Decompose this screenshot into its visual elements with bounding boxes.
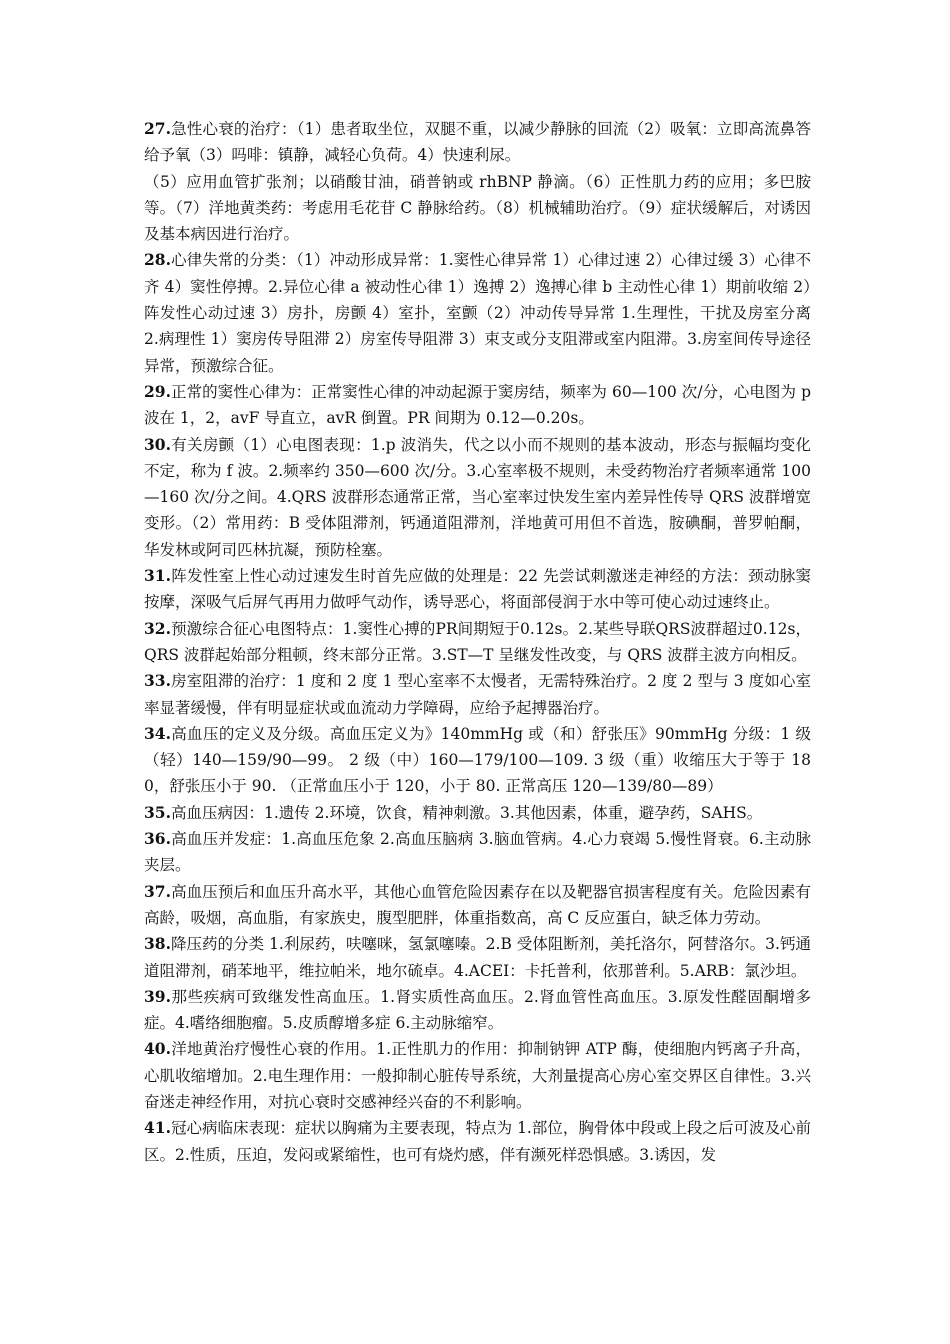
paragraph	[144, 616, 811, 669]
item-number: 28.	[144, 250, 171, 270]
paragraph	[144, 826, 811, 879]
paragraph	[144, 563, 811, 616]
paragraph-text: 高血压并发症：1.高血压危象 2.高血压脑病 3.脑血管病。4.心力衰竭 5.慢性肾衰。6.主动脉夹层。	[144, 830, 811, 875]
item-number: 39.	[144, 986, 171, 1006]
paragraph	[144, 1036, 811, 1115]
paragraph-text: 高血压的定义及分级。高血压定义为》140mmHg 或（和）舒张压》90mmHg 分级：1 级（轻）140—159/90—99。 2 级（中）160—179/100—109. 3 级（重）收缩压大于等于 180，舒张压小于 90. （正常血压小于 120，小于 80. 正常高压 120—139/80—89）	[144, 724, 811, 796]
paragraph	[144, 379, 811, 432]
item-number: 33.	[144, 671, 171, 691]
item-number: 35.	[144, 802, 171, 822]
item-number: 37.	[144, 881, 171, 901]
paragraph-text: 预激综合征心电图特点：1.窦性心搏的PR间期短于0.12s。2.某些导联QRS波群超过0.12s，QRS 波群起始部分粗顿，终末部分正常。3.ST—T 呈继发性改变，与 QRS 波群主波方向相反。	[144, 619, 811, 664]
paragraph-text: 那些疾病可致继发性高血压。1.肾实质性高血压。2.肾血管性高血压。3.原发性醛固酮增多症。4.嗜络细胞瘤。5.皮质醇增多症 6.主动脉缩窄。	[144, 987, 811, 1033]
item-number: 40.	[144, 1039, 171, 1059]
paragraph-text: （5）应用血管扩张剂；以硝酸甘油，硝普钠或 rhBNP 静滴。（6）正性肌力药的应用；多巴胺等。（7）洋地黄类药：考虑用毛花苷 C 静脉给药。（8）机械辅助治疗。（9）症状缓解后，对诱因及基本病因进行治疗。	[144, 172, 811, 244]
paragraph	[144, 879, 811, 932]
item-number: 41.	[144, 1118, 171, 1138]
paragraph	[144, 169, 811, 248]
item-number: 29.	[144, 381, 171, 401]
paragraph	[144, 931, 811, 984]
item-number: 34.	[144, 723, 171, 743]
item-number: 36.	[144, 829, 171, 849]
paragraph-text: 冠心病临床表现：症状以胸痛为主要表现，特点为 1.部位，胸骨体中段或上段之后可波及心前区。2.性质，压迫，发闷或紧缩性，也可有烧灼感，伴有濒死样恐惧感。3.诱因，发	[144, 1119, 811, 1164]
paragraph	[144, 668, 811, 721]
paragraph	[144, 247, 811, 378]
paragraph-text: 正常的窦性心律为：正常窦性心律的冲动起源于窦房结，频率为 60—100 次/分，心电图为 p 波在 1，2，avF 导直立，avR 倒置。PR 间期为 0.12—0.20s。	[144, 382, 811, 428]
paragraph-text: 高血压病因：1.遗传 2.环境，饮食，精神刺激。3.其他因素，体重，避孕药，SAHS。	[170, 803, 763, 822]
item-number: 27.	[144, 119, 171, 138]
paragraph-text: 急性心衰的治疗：（1）患者取坐位，双腿不重，以减少静脉的回流（2）吸氧：立即高流鼻答给予氧（3）吗啡：镇静，减轻心负荷。4）快速利尿。	[144, 120, 811, 165]
paragraph-text: 高血压预后和血压升高水平，其他心血管危险因素存在以及靶器官损害程度有关。危险因素有高龄，吸烟，高血脂，有家族史，腹型肥胖，体重指数高，高 C 反应蛋白，缺乏体力劳动。	[144, 882, 811, 927]
paragraph	[144, 432, 811, 563]
item-number: 38.	[144, 934, 171, 954]
paragraph-text: 阵发性室上性心动过速发生时首先应做的处理是：22 先尝试刺激迷走神经的方法：颈动脉窦按摩，深吸气后屏气再用力做呼气动作，诱导恶心，将面部侵润于水中等可使心动过速终止。	[144, 567, 811, 612]
paragraph-text: 洋地黄治疗慢性心衰的作用。1.正性肌力的作用：抑制钠钾 ATP 酶，使细胞内钙离子升高，心肌收缩增加。2.电生理作用：一般抑制心脏传导系统，大剂量提高心房心室交界区自律性。3.兴奋迷走神经作用，对抗心衰时交感神经兴奋的不利影响。	[144, 1040, 811, 1111]
item-number: 30.	[144, 434, 171, 454]
paragraph-text: 心律失常的分类：（1）冲动形成异常：1.窦性心律异常 1）心律过速 2）心律过缓 3）心律不齐 4）窦性停搏。2.异位心律 a 被动性心律 1）逸搏 2）逸搏心律 b 主动性心律 1）期前收缩 2）阵发性心动过速 3）房扑，房颤 4）室扑，室颤（2）冲动传导异常 1.生理性，干扰及房室分离 2.病理性 1）窦房传导阻滞 2）房室传导阻滞 3）束支或分支阻滞或室内阻滞。3.房室间传导途径异常，预激综合征。	[144, 251, 811, 375]
paragraph-text: 有关房颤（1）心电图表现：1.p 波消失，代之以小而不规则的基本波动，形态与振幅均变化不定，称为 f 波。2.频率约 350—600 次/分。3.心室率极不规则，未受药物治疗者频率通常 100—160 次/分之间。4.QRS 波群形态通常正常，当心室率过快发生室内差异性传导 QRS 波群增宽变形。（2）常用药：B 受体阻滞剂，钙通道阻滞剂，洋地黄可用但不首选，胺碘酮，普罗帕酮，华发林或阿司匹林抗凝，预防栓塞。	[144, 435, 811, 559]
paragraph	[144, 116, 811, 169]
paragraph	[144, 1115, 811, 1168]
item-number: 31.	[144, 566, 171, 586]
paragraph-text: 房室阻滞的治疗：1 度和 2 度 1 型心室率不太慢者，无需特殊治疗。2 度 2 型与 3 度如心室率显著缓慢，伴有明显症状或血流动力学障碍，应给予起搏器治疗。	[144, 672, 811, 717]
paragraph	[144, 984, 811, 1037]
document-page	[144, 116, 811, 1168]
item-number: 32.	[144, 618, 171, 638]
paragraph	[144, 800, 811, 826]
paragraph-text: 降压药的分类 1.利尿药，呋噻咪，氢氯噻嗪。2.B 受体阻断剂，美托洛尔，阿替洛尔。3.钙通道阻滞剂，硝苯地平，维拉帕米，地尔硫卓。4.ACEI：卡托普利，依那普利。5.ARB：氯沙坦。	[144, 935, 811, 980]
paragraph	[144, 721, 811, 800]
